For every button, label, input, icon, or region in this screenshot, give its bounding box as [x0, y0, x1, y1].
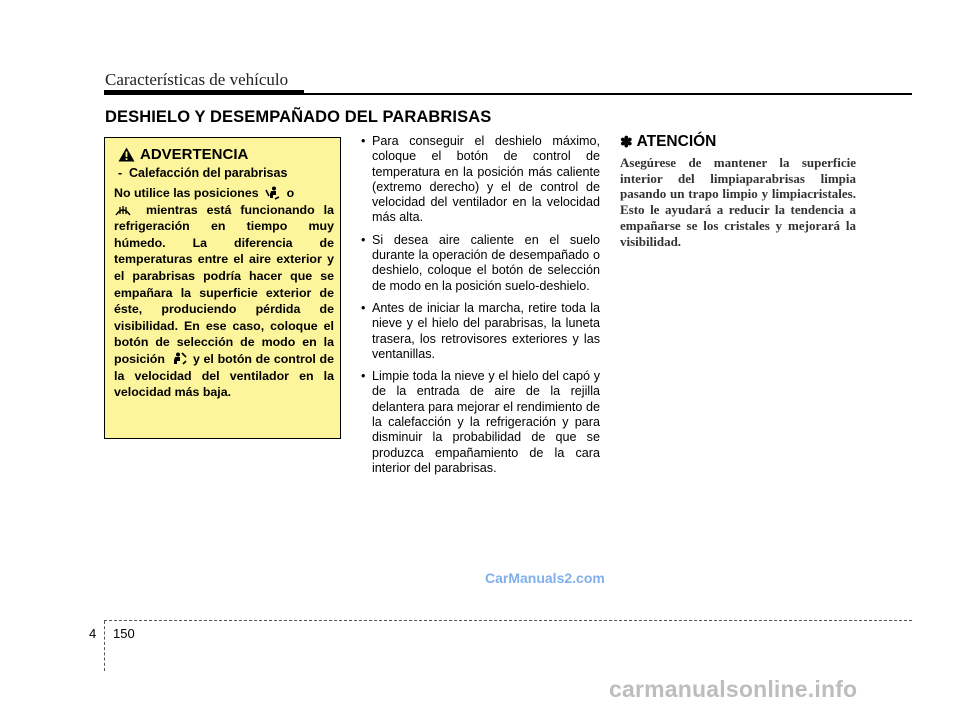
warning-box [104, 137, 341, 439]
defrost-icon [115, 203, 131, 217]
section-title: DESHIELO Y DESEMPAÑADO DEL PARABRISAS [105, 108, 492, 126]
caution-title [620, 133, 716, 151]
warning-title: ADVERTENCIA [140, 146, 249, 163]
list-item: • Antes de iniciar la marcha, retire toda la nieve y el hielo del parabrisas, la luneta trasera, los retrovisores exteriores y las ventanillas. [359, 301, 600, 362]
list-item: • Para conseguir el deshielo máximo, coloque el botón de control de temperatura en la posición más caliente (extremo derecho) y el de control de velocidad del ventilador en la velocidad más alta. [359, 134, 600, 226]
caution-star-icon: ✽ [620, 134, 633, 151]
warning-subtitle: Calefacción del parabrisas [129, 166, 288, 180]
warning-body [114, 185, 334, 401]
chapter-number: 4 [89, 626, 97, 641]
warning-header [118, 146, 334, 163]
watermark-carmanualsonline: carmanualsonline.info [609, 676, 858, 702]
list-item: • Si desea aire caliente en el suelo durante la operación de desempañado o deshielo, coloque el botón de selección de modo en la posición suelo-deshielo. [359, 233, 600, 294]
caution-body: Asegúrese de mantener la superficie interior del limpiaparabrisas limpia pasando un trapo limpio y limpiacristales. Esto le ayudará a reducir la tendencia a empañarse se los cristales y mejorará la visibilidad. [620, 155, 856, 249]
warning-body-part-3: mientras está funcionando la refrigeración en tiempo muy húmedo. La diferencia de temperaturas entre el aire exterior y el parabrisas podría hacer que se empañara la superficie exterior de éste, produciendo pérdida de visibilidad. En ese caso, coloque el botón de selección de modo en la posición [114, 202, 334, 366]
header-rule-thin [304, 93, 912, 95]
running-header: Características de vehículo [105, 70, 289, 89]
warning-body-part-2: o [286, 186, 295, 200]
watermark-carmanuals2[interactable]: CarManuals2.com [485, 570, 605, 586]
warning-subtitle-row [118, 166, 334, 181]
floor-mode-icon [265, 186, 281, 200]
page-number: 150 [113, 626, 135, 641]
caution-title-text: ATENCIÓN [636, 133, 717, 150]
bullet-list [359, 134, 600, 483]
floor-defrost-mode-icon [171, 352, 187, 366]
footer-dashed-vertical [104, 621, 105, 671]
warning-body-part-1: No utilice las posiciones [114, 186, 259, 200]
header-rule-thick [104, 90, 304, 95]
warning-dash: - [118, 166, 123, 180]
list-item: • Limpie toda la nieve y el hielo del capó y de la entrada de aire de la rejilla delantera para mejorar el rendimiento de la calefacción y la refrigeración y para disminuir la probabilidad de que se produzca empañamiento de la cara interior del parabrisas. [359, 369, 600, 476]
warning-body-part-4: y el botón de control de la velocidad del ventilador en la velocidad más baja. [114, 351, 334, 400]
footer-dashed-rule [104, 620, 912, 621]
warning-triangle-icon [118, 147, 135, 162]
